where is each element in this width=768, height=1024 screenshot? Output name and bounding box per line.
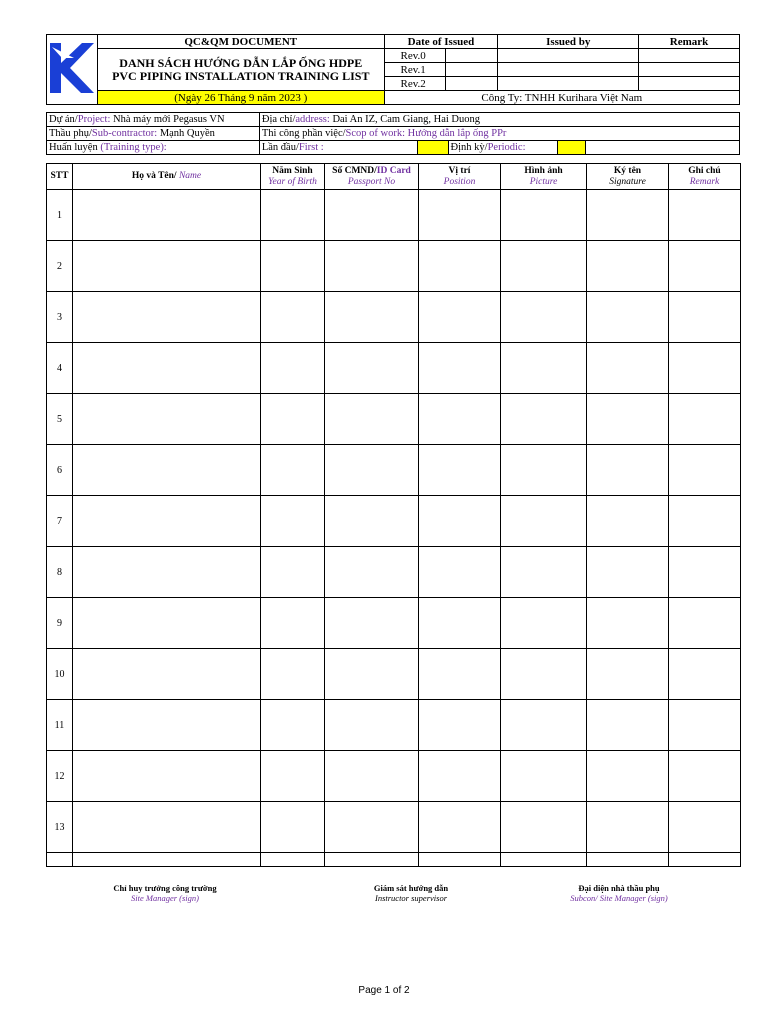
- signature-site-manager: Chỉ huy trưởng công trường Site Manager (sign): [113, 883, 217, 903]
- rev-1: Rev.1: [384, 63, 446, 77]
- row-cell[interactable]: [669, 547, 741, 598]
- row-cell[interactable]: [73, 343, 261, 394]
- col-signature: Ký tên Signature: [587, 164, 669, 190]
- table-row: [47, 598, 741, 649]
- row-number: 7: [47, 496, 73, 547]
- row-cell[interactable]: [587, 292, 669, 343]
- row-cell[interactable]: [261, 649, 325, 700]
- row-cell[interactable]: [669, 649, 741, 700]
- row-cell[interactable]: [325, 241, 419, 292]
- row-cell[interactable]: [501, 649, 587, 700]
- table-row: [47, 241, 741, 292]
- kurihara-logo-icon: [48, 41, 96, 95]
- row-cell[interactable]: [669, 598, 741, 649]
- col-year: Năm Sinh Year of Birth: [261, 164, 325, 190]
- table-row: [47, 700, 741, 751]
- title-line-1: DANH SÁCH HƯỚNG DẪN LẮP ỐNG HDPE: [119, 55, 363, 70]
- row-cell[interactable]: [501, 802, 587, 853]
- row-cell[interactable]: [73, 751, 261, 802]
- row-cell: [587, 853, 669, 867]
- table-row: [47, 496, 741, 547]
- row-number: 10: [47, 649, 73, 700]
- row-cell[interactable]: [501, 394, 587, 445]
- row-cell[interactable]: [587, 445, 669, 496]
- doc-title: [97, 49, 384, 91]
- row-cell[interactable]: [325, 598, 419, 649]
- row-cell[interactable]: [261, 547, 325, 598]
- row-cell[interactable]: [325, 292, 419, 343]
- remark-header: Remark: [639, 35, 740, 49]
- row-cell[interactable]: [325, 700, 419, 751]
- row-cell[interactable]: [669, 700, 741, 751]
- row-cell[interactable]: [501, 292, 587, 343]
- title-line-2: PVC PIPING INSTALLATION TRAINING LIST: [112, 68, 370, 83]
- row-number: 5: [47, 394, 73, 445]
- row-cell[interactable]: [261, 700, 325, 751]
- row-cell[interactable]: [261, 751, 325, 802]
- row-cell[interactable]: [261, 598, 325, 649]
- row-cell[interactable]: [587, 598, 669, 649]
- row-cell[interactable]: [669, 292, 741, 343]
- row-cell[interactable]: [669, 445, 741, 496]
- row-number: 12: [47, 751, 73, 802]
- row-cell: [73, 853, 261, 867]
- row-cell[interactable]: [501, 751, 587, 802]
- col-id: Số CMND/ID Card Passport No: [325, 164, 419, 190]
- row-cell[interactable]: [73, 700, 261, 751]
- table-row-blank: [47, 853, 741, 867]
- row-cell[interactable]: [73, 547, 261, 598]
- rev-0: Rev.0: [384, 49, 446, 63]
- row-cell[interactable]: [73, 496, 261, 547]
- row-cell[interactable]: [419, 190, 501, 241]
- col-picture: Hình ảnh Picture: [501, 164, 587, 190]
- row-number: 13: [47, 802, 73, 853]
- row-cell: [669, 853, 741, 867]
- row-cell[interactable]: [669, 394, 741, 445]
- rev-2: Rev.2: [384, 77, 446, 91]
- row-cell[interactable]: [73, 190, 261, 241]
- col-remark: Ghi chú Remark: [669, 164, 741, 190]
- training-list-table: [46, 163, 741, 867]
- table-row: [47, 547, 741, 598]
- row-cell[interactable]: [501, 700, 587, 751]
- row-cell[interactable]: [325, 445, 419, 496]
- table-row: [47, 190, 741, 241]
- row-cell[interactable]: [501, 496, 587, 547]
- row-cell[interactable]: [419, 700, 501, 751]
- row-cell[interactable]: [501, 241, 587, 292]
- first-field: Lần đầu/First :: [259, 141, 417, 155]
- table-row: [47, 394, 741, 445]
- row-cell[interactable]: [73, 598, 261, 649]
- row-cell[interactable]: [261, 343, 325, 394]
- row-cell[interactable]: [325, 751, 419, 802]
- row-cell[interactable]: [325, 190, 419, 241]
- signature-instructor: Giám sát hướng dẫn Instructor supervisor: [373, 883, 449, 903]
- row-cell[interactable]: [587, 343, 669, 394]
- col-position: Vị trí Position: [419, 164, 501, 190]
- row-cell[interactable]: [73, 394, 261, 445]
- scope-field: Thi công phần việc/Scop of work: Hướng dẫn lắp ống PPr: [259, 127, 739, 141]
- row-cell[interactable]: [501, 445, 587, 496]
- row-cell: [47, 853, 73, 867]
- first-checkbox[interactable]: [417, 141, 448, 155]
- row-cell[interactable]: [261, 496, 325, 547]
- row-cell[interactable]: [325, 802, 419, 853]
- logo-cell: [47, 35, 98, 105]
- row-cell[interactable]: [419, 394, 501, 445]
- row-cell[interactable]: [587, 802, 669, 853]
- row-cell[interactable]: [669, 751, 741, 802]
- row-number: 3: [47, 292, 73, 343]
- col-stt: STT: [47, 164, 73, 190]
- row-cell[interactable]: [669, 241, 741, 292]
- row-cell[interactable]: [261, 241, 325, 292]
- row-number: 2: [47, 241, 73, 292]
- row-cell[interactable]: [419, 241, 501, 292]
- row-cell[interactable]: [261, 445, 325, 496]
- row-cell[interactable]: [261, 394, 325, 445]
- table-header-row: [47, 164, 741, 190]
- row-cell[interactable]: [501, 190, 587, 241]
- periodic-checkbox[interactable]: [558, 141, 586, 155]
- row-cell[interactable]: [325, 649, 419, 700]
- row-cell: [419, 853, 501, 867]
- row-cell[interactable]: [419, 649, 501, 700]
- row-cell[interactable]: [73, 649, 261, 700]
- issued-by-header: Issued by: [498, 35, 639, 49]
- row-cell[interactable]: [587, 241, 669, 292]
- project-info: [46, 112, 740, 155]
- page-number: Page 1 of 2: [358, 985, 410, 996]
- table-row: [47, 445, 741, 496]
- row-cell[interactable]: [587, 751, 669, 802]
- row-cell[interactable]: [325, 547, 419, 598]
- row-cell[interactable]: [325, 496, 419, 547]
- subcontractor-field: Thầu phụ/Sub-contractor: Mạnh Quyền: [47, 127, 260, 141]
- row-cell[interactable]: [669, 496, 741, 547]
- table-row: [47, 649, 741, 700]
- training-type-field: Huấn luyện (Training type):: [47, 141, 260, 155]
- table-row: [47, 802, 741, 853]
- row-number: 8: [47, 547, 73, 598]
- row-cell: [501, 853, 587, 867]
- row-cell[interactable]: [73, 241, 261, 292]
- date-line: (Ngày 26 Tháng 9 năm 2023 ): [97, 91, 384, 105]
- row-number: 1: [47, 190, 73, 241]
- row-cell[interactable]: [669, 343, 741, 394]
- row-cell[interactable]: [669, 802, 741, 853]
- project-field: Dự án/Project: Nhà máy mới Pegasus VN: [47, 113, 260, 127]
- row-cell: [261, 853, 325, 867]
- row-cell[interactable]: [73, 802, 261, 853]
- address-field: Địa chỉ/address: Dai An IZ, Cam Giang, Hai Duong: [259, 113, 739, 127]
- col-name: Họ và Tên/ Name: [73, 164, 261, 190]
- periodic-field: Định kỳ/Periodic:: [448, 141, 558, 155]
- row-cell[interactable]: [419, 802, 501, 853]
- row-number: 4: [47, 343, 73, 394]
- row-number: 11: [47, 700, 73, 751]
- row-cell[interactable]: [261, 292, 325, 343]
- row-cell[interactable]: [325, 394, 419, 445]
- row-cell[interactable]: [669, 190, 741, 241]
- row-cell[interactable]: [419, 751, 501, 802]
- row-cell[interactable]: [587, 700, 669, 751]
- row-cell[interactable]: [325, 343, 419, 394]
- table-row: [47, 292, 741, 343]
- row-cell[interactable]: [501, 598, 587, 649]
- row-cell[interactable]: [261, 190, 325, 241]
- row-cell[interactable]: [587, 394, 669, 445]
- row-cell: [325, 853, 419, 867]
- row-cell[interactable]: [587, 190, 669, 241]
- date-issued-header: Date of Issued: [384, 35, 498, 49]
- row-cell[interactable]: [419, 343, 501, 394]
- row-cell[interactable]: [587, 496, 669, 547]
- row-cell[interactable]: [419, 292, 501, 343]
- row-cell[interactable]: [419, 496, 501, 547]
- row-number: 9: [47, 598, 73, 649]
- doc-type: QC&QM DOCUMENT: [97, 35, 384, 49]
- table-row: [47, 751, 741, 802]
- row-cell[interactable]: [261, 802, 325, 853]
- company-name: Công Ty: TNHH Kurihara Việt Nam: [384, 91, 739, 105]
- table-row: [47, 343, 741, 394]
- row-cell[interactable]: [587, 649, 669, 700]
- row-cell[interactable]: [73, 445, 261, 496]
- document-header: [46, 34, 740, 105]
- row-cell[interactable]: [73, 292, 261, 343]
- row-number: 6: [47, 445, 73, 496]
- row-cell[interactable]: [587, 547, 669, 598]
- row-cell[interactable]: [501, 547, 587, 598]
- row-cell[interactable]: [419, 598, 501, 649]
- row-cell[interactable]: [419, 547, 501, 598]
- signature-subcon: Đại diện nhà thầu phụ Subcon/ Site Manager (sign): [570, 883, 668, 903]
- row-cell[interactable]: [501, 343, 587, 394]
- row-cell[interactable]: [419, 445, 501, 496]
